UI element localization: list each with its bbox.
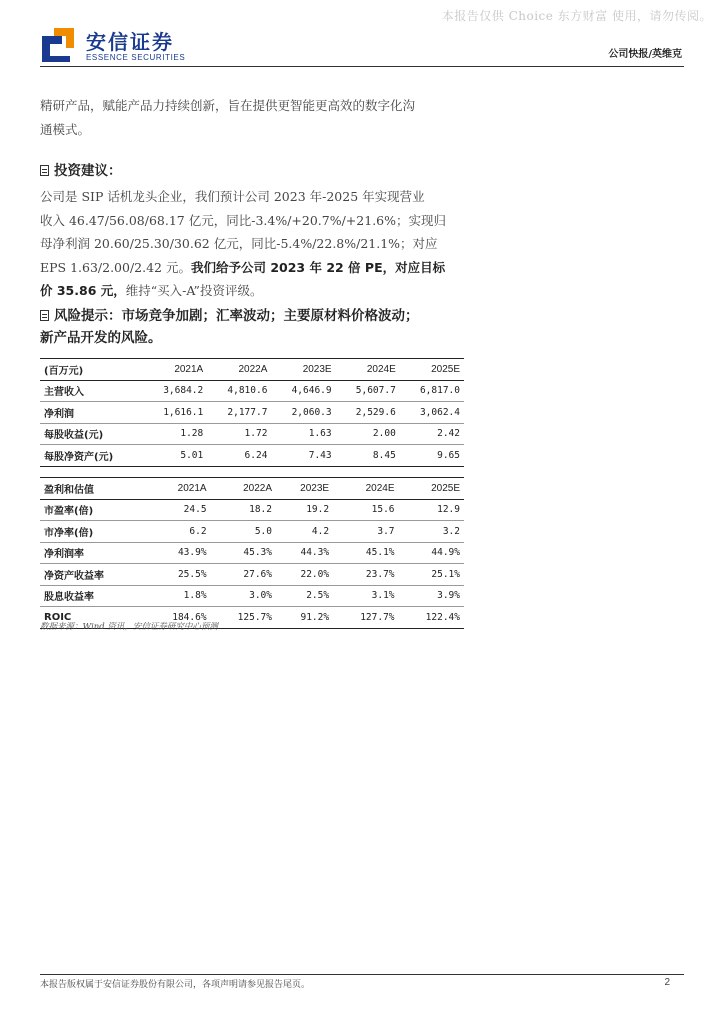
table-cell: 18.2 <box>249 504 272 516</box>
risk-line: 风险提示：市场竞争加剧；汇率波动；主要原材料价格波动； <box>54 308 419 324</box>
table-row <box>40 402 464 424</box>
table-row <box>40 423 464 445</box>
row-label: 股息收益率 <box>44 592 94 604</box>
table-cell: 5.01 <box>180 449 204 461</box>
table-cell: 27.6% <box>243 568 272 580</box>
table-header-cell: 2025E <box>431 363 460 375</box>
page-number: 2 <box>664 977 670 988</box>
investment-paragraph <box>40 185 468 303</box>
table-cell: 22.0% <box>300 568 330 580</box>
brand-name-cn: 安信证券 <box>86 30 174 54</box>
section-list-icon <box>40 165 49 176</box>
table-cell: 2.42 <box>437 428 460 440</box>
investment-eps: EPS 1.63/2.00/2.42 元。 <box>40 259 191 275</box>
table-row <box>40 380 464 402</box>
row-label: 每股收益(元) <box>44 430 104 442</box>
table-header-cell: 2021A <box>177 482 207 494</box>
table-cell: 45.1% <box>365 547 395 559</box>
investment-heading <box>40 160 470 182</box>
table-header-row <box>40 359 464 381</box>
table-header-cell: 盈利和估值 <box>44 484 94 496</box>
table-cell: 4,646.9 <box>291 385 332 397</box>
table-cell: 125.7% <box>237 611 272 623</box>
table-cell: 24.5 <box>183 504 207 516</box>
table-cell: 1,616.1 <box>163 406 204 418</box>
table-cell: 7.43 <box>308 449 332 461</box>
table-cell: 1.8% <box>183 590 207 602</box>
row-label: 净利润 <box>44 408 74 420</box>
table-row <box>40 521 464 543</box>
table-cell: 25.1% <box>431 568 460 580</box>
row-label: 市盈率(倍) <box>44 506 94 518</box>
table-cell: 44.9% <box>431 547 460 559</box>
table-cell: 122.4% <box>425 611 460 623</box>
investment-line: 母净利润 20.60/25.30/30.62 亿元，同比-5.4%/22.8%/21.1%；对应 <box>40 236 438 251</box>
table-cell: 184.6% <box>172 611 207 623</box>
brand-name-en: ESSENCE SECURITIES <box>86 53 186 62</box>
table-header-row <box>40 478 464 500</box>
table-header-cell: 2023E <box>302 363 332 375</box>
table-row <box>40 564 464 586</box>
section-list-icon <box>40 310 49 321</box>
table-cell: 2,529.6 <box>355 406 396 418</box>
table-header-cell: 2025E <box>431 482 460 494</box>
table-row <box>40 542 464 564</box>
table-cell: 91.2% <box>300 611 330 623</box>
table-header-cell: 2023E <box>300 482 330 494</box>
table-cell: 6.2 <box>189 525 207 537</box>
data-source-note: 数据来源：Wind 资讯，安信证券研究中心预测 <box>40 622 218 632</box>
table-cell: 4,810.6 <box>227 385 268 397</box>
table-cell: 2.5% <box>306 590 330 602</box>
brand-logo <box>40 26 230 66</box>
table-cell: 3,062.4 <box>419 406 460 418</box>
investment-target-price: 价 35.86 元， <box>40 283 126 298</box>
table-cell: 44.3% <box>300 547 330 559</box>
table-header-cell: 2021A <box>174 363 204 375</box>
table-header-cell: 2022A <box>238 363 268 375</box>
risk-heading <box>40 305 470 349</box>
table-cell: 3.1% <box>371 590 395 602</box>
footer-disclaimer: 本报告版权属于安信证券股份有限公司，各项声明请参见报告尾页。 <box>40 980 311 990</box>
table-cell: 3,684.2 <box>163 385 204 397</box>
table-header-cell: (百万元) <box>44 365 84 377</box>
table-cell: 2.00 <box>372 428 396 440</box>
table-cell: 12.9 <box>437 504 460 516</box>
table-cell: 127.7% <box>360 611 395 623</box>
intro-paragraph <box>40 94 468 141</box>
footer-divider <box>40 974 684 975</box>
table-cell: 1.63 <box>308 428 332 440</box>
row-label: 净利润率 <box>44 549 84 561</box>
table-cell: 9.65 <box>437 449 460 461</box>
row-label: ROIC <box>44 611 72 623</box>
valuation-table <box>40 477 464 629</box>
table-row <box>40 585 464 607</box>
table-cell: 19.2 <box>306 504 330 516</box>
table-cell: 5,607.7 <box>355 385 396 397</box>
intro-line: 精研产品，赋能产品力持续创新，旨在提供更智能更高效的数字化沟 <box>40 98 416 113</box>
financial-table <box>40 358 464 467</box>
header-divider <box>40 66 684 67</box>
table-cell: 2,060.3 <box>291 406 332 418</box>
row-label: 市净率(倍) <box>44 527 94 539</box>
table-cell: 3.2 <box>442 525 460 537</box>
report-type: 公司快报/英维克 <box>608 49 682 60</box>
table-cell: 25.5% <box>177 568 207 580</box>
investment-line <box>40 279 468 303</box>
table-cell: 3.7 <box>377 525 395 537</box>
logo-mark-icon <box>40 26 76 62</box>
table-cell: 3.0% <box>249 590 272 602</box>
investment-rating: 维持“买入-A”投资评级。 <box>125 283 263 298</box>
watermark: 本报告仅供 Choice 东方财富 使用，请勿传阅。 <box>441 9 712 23</box>
investment-line <box>40 256 468 280</box>
intro-line: 通模式。 <box>40 121 91 137</box>
table-cell: 5.0 <box>254 525 272 537</box>
table-cell: 1.72 <box>244 428 268 440</box>
table-cell: 6,817.0 <box>419 385 460 397</box>
row-label: 每股净资产(元) <box>44 451 114 463</box>
investment-line: 公司是 SIP 话机龙头企业，我们预计公司 2023 年-2025 年实现营业 <box>40 189 425 204</box>
table-cell: 43.9% <box>177 547 207 559</box>
table-cell: 23.7% <box>365 568 395 580</box>
table-row <box>40 445 464 467</box>
table-cell: 2,177.7 <box>227 406 268 418</box>
table-cell: 15.6 <box>371 504 395 516</box>
investment-target-bold: 我们给予公司 2023 年 22 倍 PE，对应目标 <box>190 259 446 275</box>
table-cell: 45.3% <box>243 547 272 559</box>
table-cell: 1.28 <box>180 428 204 440</box>
table-cell: 8.45 <box>372 449 396 461</box>
table-cell: 4.2 <box>311 525 330 537</box>
row-label: 净资产收益率 <box>44 570 104 582</box>
row-label: 主营收入 <box>44 387 84 399</box>
table-cell: 6.24 <box>244 449 268 461</box>
table-header-cell: 2024E <box>365 482 395 494</box>
table-row <box>40 499 464 521</box>
table-header-cell: 2022A <box>243 482 272 494</box>
table-cell: 3.9% <box>437 590 460 602</box>
investment-line: 收入 46.47/56.08/68.17 亿元，同比-3.4%/+20.7%/+21.6%；实现归 <box>40 212 446 228</box>
risk-line: 新产品开发的风险。 <box>40 330 162 346</box>
table-header-cell: 2024E <box>366 363 396 375</box>
investment-title: 投资建议： <box>54 163 122 179</box>
